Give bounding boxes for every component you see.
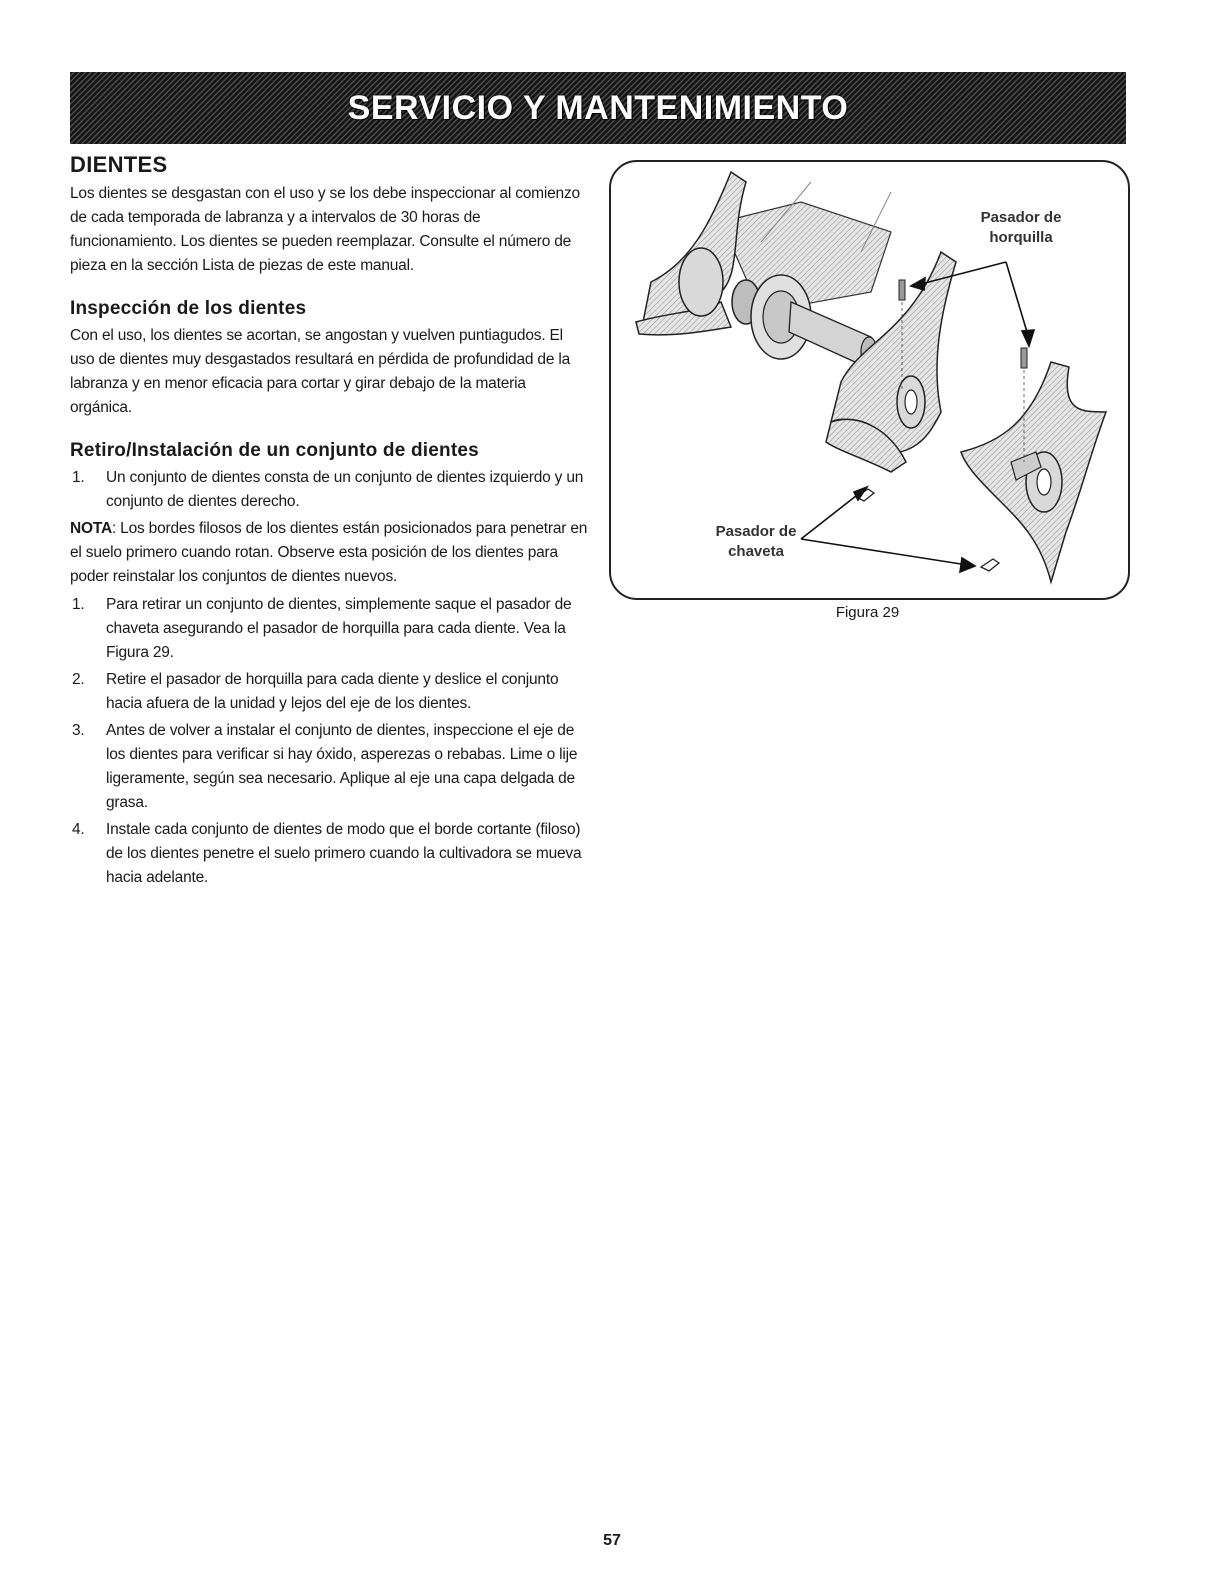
note-text: : Los bordes filosos de los dientes están posicionados para penetrar en el suelo primero cuando rotan. Observe esta posición de los dientes para poder reinstalar los conjuntos de dientes nuevos. (70, 520, 588, 585)
step-number: 1. (72, 469, 85, 486)
cotter-pin-label (696, 522, 816, 562)
inspection-title: Inspección de los dientes (70, 298, 307, 319)
cotter-label-line1: Pasador de (715, 523, 797, 540)
note-paragraph (70, 517, 590, 589)
list-item (70, 668, 590, 716)
step-number: 1. (72, 596, 85, 613)
step-text: Instale cada conjunto de dientes de modo que el borde cortante (filoso) de los dientes penetre el suelo primero cuando la cultivadora se mueva hacia adelante. (106, 821, 582, 886)
step-text: Antes de volver a instalar el conjunto de dientes, inspeccione el eje de los dientes para verificar si hay óxido, asperezas o rebabas. Lime o lije ligeramente, según sea necesario. Aplique al eje una capa delgada de grasa. (106, 722, 578, 811)
inspection-text: Con el uso, los dientes se acortan, se angostan y vuelven puntiagudos. El uso de dientes muy desgastados resultará en pérdida de profundidad de la labranza y en menor eficacia para cortar y girar debajo de la materia orgánica. (70, 327, 571, 416)
list-item (70, 818, 590, 890)
cotter-label-line2: chaveta (728, 543, 784, 560)
figure-caption: Figura 29 (835, 604, 900, 621)
hairpin-label-line2: horquilla (989, 229, 1053, 246)
text-column (70, 152, 590, 893)
step-text: Retire el pasador de horquilla para cada diente y deslice el conjunto hacia afuera de la unidad y lejos del eje de los dientes. (106, 671, 559, 712)
page-number: 57 (603, 1532, 621, 1549)
step-number: 3. (72, 722, 85, 739)
list-item (70, 466, 590, 514)
step-text: Un conjunto de dientes consta de un conjunto de dientes izquierdo y un conjunto de dientes derecho. (106, 469, 584, 510)
section-intro: Los dientes se desgastan con el uso y se los debe inspeccionar al comienzo de cada temporada de labranza y a intervalos de 30 horas de funcionamiento. Los dientes se pueden reemplazar. Consulte el número de pieza en la sección Lista de piezas de este manual. (70, 185, 580, 274)
section-title: DIENTES (70, 152, 168, 177)
figure-29 (609, 160, 1130, 600)
step-text: Para retirar un conjunto de dientes, simplemente saque el pasador de chaveta asegurando el pasador de horquilla para cada diente. Vea la Figura 29. (106, 596, 572, 661)
right-tine-shape (961, 362, 1106, 582)
list-item (70, 593, 590, 665)
hairpin-label-line1: Pasador de (980, 209, 1062, 226)
banner-title: SERVICIO Y MANTENIMIENTO (347, 88, 849, 127)
hairpin-pin-label (956, 208, 1086, 248)
removal-steps (70, 593, 590, 890)
step-number: 2. (72, 671, 85, 688)
removal-intro-list (70, 466, 590, 514)
removal-title: Retiro/Instalación de un conjunto de dientes (70, 440, 479, 461)
step-number: 4. (72, 821, 85, 838)
section-banner (70, 72, 1126, 144)
list-item (70, 719, 590, 815)
note-label: NOTA (70, 520, 112, 537)
